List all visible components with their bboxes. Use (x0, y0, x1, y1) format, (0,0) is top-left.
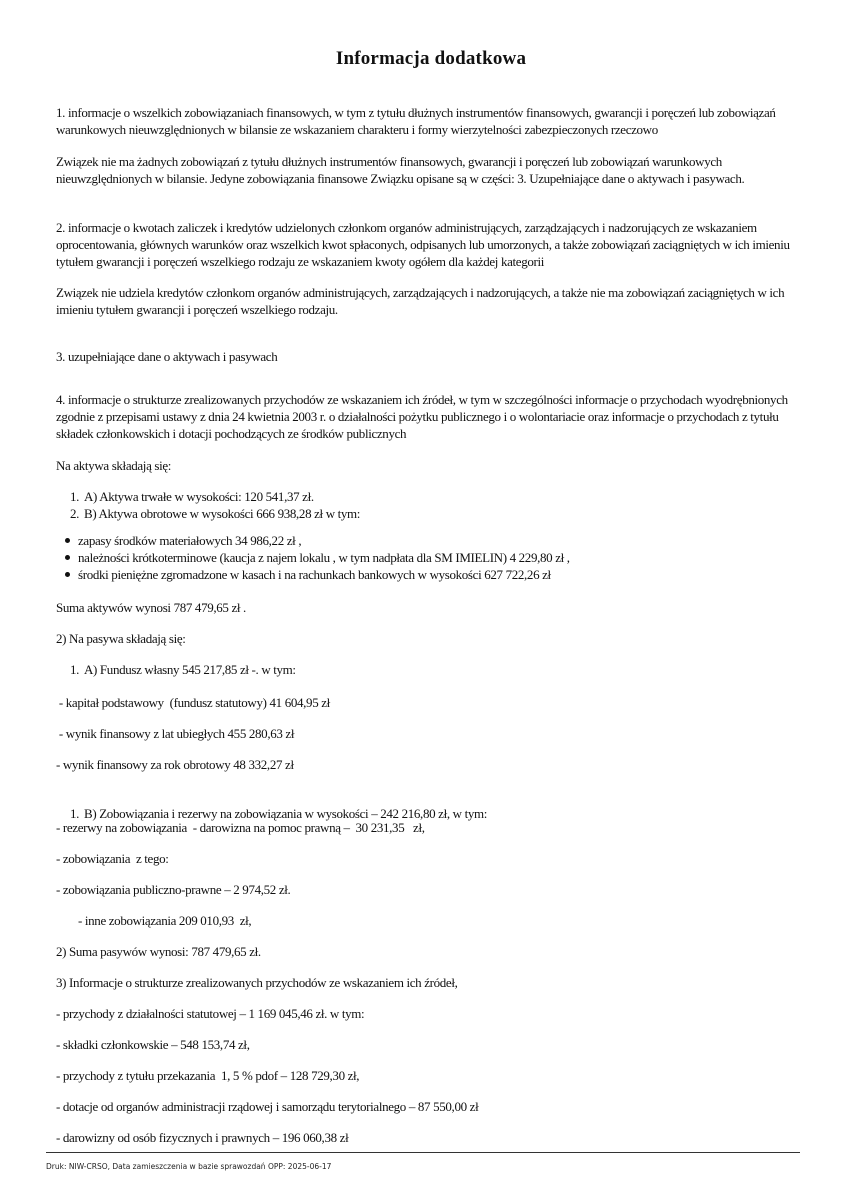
equity-line-prior-result: - wynik finansowy z lat ubiegłych 455 280,63 zł (56, 726, 295, 741)
footer-print-info: Druk: NIW-CRSO, Data zamieszczenia w bazie sprawozdań OPP: 2025-06-17 (46, 1162, 332, 1171)
footer-divider (46, 1152, 800, 1153)
revenue-line-statutory: - przychody z działalności statutowej – 1 169 045,46 zł. w tym: (56, 1006, 365, 1021)
obligations-line-public: - zobowiązania publiczno-prawne – 2 974,52 zł. (56, 882, 291, 897)
assets-list (56, 488, 801, 522)
bullet-icon (65, 538, 70, 543)
assets-intro: Na aktywa składają się: (56, 458, 172, 473)
list-item-text: A) Aktywa trwałe w wysokości: 120 541,37 zł. (84, 489, 314, 504)
section-1-heading: 1. informacje o wszelkich zobowiązaniach finansowych, w tym z tytułu dłużnych instrumentów finansowych, gwarancji i poręczeń lub zobowiązań warunkowych nieuwzględnionych w bilansie ze wskazaniem charakteru i formy wierzytelności zabezpieczonych rzeczowo (56, 105, 776, 137)
list-item-text: B) Aktywa obrotowe w wysokości 666 938,28 zł w tym: (84, 506, 361, 521)
list-item (56, 549, 801, 566)
revenue-line-membership: - składki członkowskie – 548 153,74 zł, (56, 1037, 250, 1052)
obligations-line-subtotal: - zobowiązania z tego: (56, 851, 169, 866)
section-3-heading: 3. uzupełniające dane o aktywach i pasywach (56, 349, 278, 364)
page-title: Informacja dodatkowa (335, 48, 527, 69)
equity-line-current-result: - wynik finansowy za rok obrotowy 48 332,27 zł (56, 757, 294, 772)
liabilities-intro: 2) Na pasywa składają się: (56, 631, 186, 646)
revenue-line-tax-percent: - przychody z tytułu przekazania 1, 5 % pdof – 128 729,30 zł, (56, 1068, 360, 1083)
assets-bullets (56, 532, 801, 583)
revenue-line-grants: - dotacje od organów administracji rządowej i samorządu terytorialnego – 87 550,00 zł (56, 1099, 479, 1114)
list-item (56, 532, 801, 549)
list-marker: 1. (70, 806, 80, 821)
bullet-icon (65, 572, 70, 577)
list-item-text: należności krótkoterminowe (kaucja z najem lokalu , w tym nadpłata dla SM IMIELIN) 4 229,80 zł , (78, 550, 570, 565)
list-item (56, 505, 801, 522)
list-item-text: B) Zobowiązania i rezerwy na zobowiązania w wysokości – 242 216,80 zł, w tym: (84, 806, 488, 821)
liabilities-total: 2) Suma pasywów wynosi: 787 479,65 zł. (56, 944, 261, 959)
obligations-line-reserves: - rezerwy na zobowiązania - darowizna na pomoc prawną – 30 231,35 zł, (56, 820, 425, 835)
list-item-text: zapasy środków materiałowych 34 986,22 zł , (78, 533, 302, 548)
section-1-answer: Związek nie ma żadnych zobowiązań z tytułu dłużnych instrumentów finansowych, gwarancji i poręczeń lub zobowiązań warunkowych nieuwzględnionych w bilansie. Jedyne zobowiązania finansowe Związku opisane są w części: 3. Uzupełniające dane o aktywach i pasywach. (56, 154, 745, 186)
list-item (56, 488, 801, 505)
other-obligations: - inne zobowiązania 209 010,93 zł, (78, 913, 252, 928)
equity-item (56, 661, 801, 678)
section-2-answer: Związek nie udziela kredytów członkom organów administrujących, zarządzających i nadzorujących, a także nie ma zobowiązań zaciągniętych w ich imieniu tytułem gwarancji i poręczeń wszelkiego rodzaju. (56, 285, 785, 317)
section-4-heading: 4. informacje o strukturze zrealizowanych przychodów ze wskazaniem ich źródeł, w tym w szczególności informacje o przychodach wyodrębnionych zgodnie z przepisami ustawy z dnia 24 kwietnia 2003 r. o działalności pożytku publicznego i o wolontariacie oraz informacje o przychodach z tytułu składek członkowskich i dotacji pochodzących ze środków publicznych (56, 392, 788, 441)
section-2-heading: 2. informacje o kwotach zaliczek i kredytów udzielonych członkom organów administrujących, zarządzających i nadzorujących ze wskazaniem oprocentowania, głównych warunków oraz wszelkich kwot spłaconych, odpisanych lub umorzonych, a także zobowiązań zaciągniętych w ich imieniu tytułem gwarancji i poręczeń wszelkiego rodzaju ze wskazaniem kwoty ogółem dla każdej kategorii (56, 220, 790, 269)
list-item-text: A) Fundusz własny 545 217,85 zł -. w tym: (84, 662, 296, 677)
bullet-icon (65, 555, 70, 560)
equity-line-share-capital: - kapitał podstawowy (fundusz statutowy) 41 604,95 zł (56, 695, 330, 710)
list-marker: 1. (70, 489, 80, 504)
revenue-intro: 3) Informacje o strukturze zrealizowanych przychodów ze wskazaniem ich źródeł, (56, 975, 458, 990)
assets-total: Suma aktywów wynosi 787 479,65 zł . (56, 600, 246, 615)
document-page (56, 0, 806, 1200)
revenue-line-donations: - darowizny od osób fizycznych i prawnych – 196 060,38 zł (56, 1130, 349, 1145)
list-marker: 2. (70, 506, 80, 521)
list-item-text: środki pieniężne zgromadzone w kasach i na rachunkach bankowych w wysokości 627 722,26 zł (78, 567, 551, 582)
list-item (56, 566, 801, 583)
list-marker: 1. (70, 662, 80, 677)
